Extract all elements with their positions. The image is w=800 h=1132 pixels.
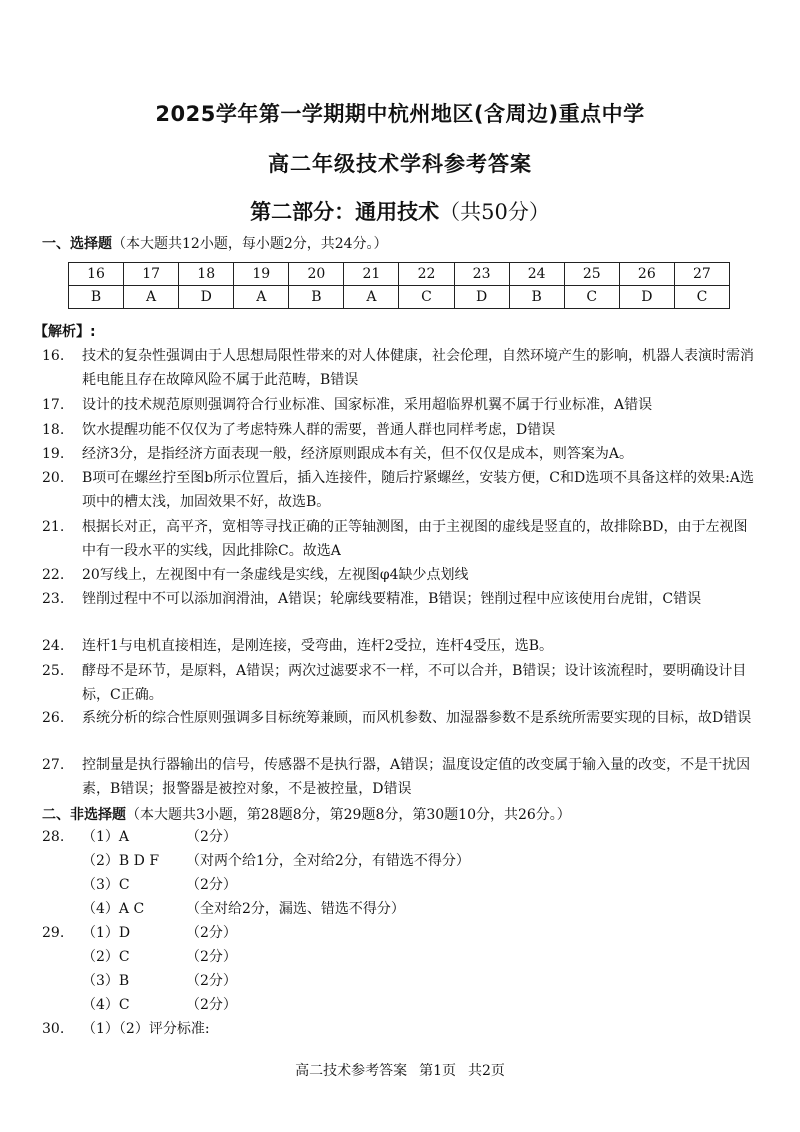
q30-number: 30. [42, 1021, 65, 1037]
question-number-cell: 16 [69, 263, 124, 286]
q28-part: （2）B D F [82, 853, 160, 869]
section2-note: （本大题共3小题，第28题8分，第29题8分，第30题10分，共26分。） [126, 807, 571, 823]
q29-number: 29. [42, 925, 65, 941]
q29-part: （3）B [82, 973, 130, 989]
explanation-text: B项可在螺丝拧至图b所示位置后，插入连接件，随后拧紧螺丝，安装方便，C和D选项不具备这样的效果:A选项中的槽太浅，加固效果不好，故选B。 [82, 470, 755, 510]
answer-title: 高二年级技术学科参考答案 [268, 152, 532, 176]
q28-score: （2分） [186, 829, 237, 845]
explanation-item [42, 706, 758, 730]
explanation-number: 21. [42, 519, 65, 535]
explanation-text: 根据长对正，高平齐，宽相等寻找正确的正等轴测图，由于主视图的虚线是竖直的，故排除BD，由于左视图中有一段水平的实线，因此排除C。故选A [82, 519, 748, 559]
part-title-main: 第二部分：通用技术 [250, 200, 440, 224]
analysis-label: 【解析】: [34, 324, 96, 340]
q28-part: （3）C [82, 877, 130, 893]
explanation-text: 系统分析的综合性原则强调多目标统筹兼顾，而风机参数、加湿器参数不是系统所需要实现的目标，故D错误 [82, 710, 752, 726]
explanation-number: 23. [42, 591, 65, 607]
question-number-cell: 17 [124, 263, 179, 286]
footer-total-pages: 共2页 [468, 1063, 505, 1079]
question-number-cell: 19 [234, 263, 289, 286]
explanation-text: 经济3分，是指经济方面表现一般，经济原则跟成本有关，但不仅仅是成本，则答案为A。 [82, 446, 634, 462]
explanation-number: 19. [42, 446, 65, 462]
q29-score: （2分） [186, 997, 237, 1013]
question-number-row [69, 263, 730, 286]
q30-text: （1）（2）评分标准: [82, 1021, 210, 1037]
section2-heading-line [42, 805, 571, 825]
explanation-number: 26. [42, 710, 65, 726]
answer-cell: A [124, 286, 179, 309]
explanation-number: 22. [42, 567, 65, 583]
explanation-number: 18. [42, 422, 65, 438]
q28-score: （对两个给1分，全对给2分，有错选不得分） [186, 853, 470, 869]
question-number-cell: 24 [509, 263, 564, 286]
explanation-item [42, 563, 758, 587]
section1-note: （本大题共12小题，每小题2分，共24分。） [112, 236, 388, 252]
question-number-cell: 20 [289, 263, 344, 286]
explanation-number: 17. [42, 397, 65, 413]
explanation-item [42, 587, 758, 611]
choice-answer-table [68, 262, 730, 309]
answer-cell: D [619, 286, 674, 309]
explanation-item [42, 442, 758, 466]
footer-doc-name: 高二技术参考答案 [295, 1063, 408, 1079]
q28-number: 28. [42, 829, 65, 845]
answer-cell: C [674, 286, 729, 309]
answer-cell: A [344, 286, 399, 309]
answer-cell: C [564, 286, 619, 309]
question-number-cell: 26 [619, 263, 674, 286]
q29-part: （4）C [82, 997, 130, 1013]
explanation-item [42, 659, 758, 707]
explanation-item [42, 634, 758, 658]
q28-part: （4）A C [82, 901, 145, 917]
page-footer [0, 1060, 800, 1080]
q28-score: （全对给2分，漏选、错选不得分） [186, 901, 405, 917]
question-number-cell: 21 [344, 263, 399, 286]
q29-score: （2分） [186, 925, 237, 941]
question-number-cell: 22 [399, 263, 454, 286]
q29-part: （1）D [82, 925, 131, 941]
question-number-cell: 27 [674, 263, 729, 286]
part-title [0, 196, 800, 226]
answer-cell: D [179, 286, 234, 309]
explanation-number: 24. [42, 638, 65, 654]
q29-score: （2分） [186, 973, 237, 989]
explanation-text: 酵母不是环节，是原料，A错误；两次过滤要求不一样，不可以合并，B错误；设计该流程时，要明确设计目标，C正确。 [82, 663, 747, 703]
exam-title: 2025学年第一学期期中杭州地区(含周边)重点中学 [155, 102, 645, 126]
section2-heading: 二、非选择题 [42, 807, 126, 823]
q28-part: （1）A [82, 829, 130, 845]
explanation-item [42, 344, 758, 392]
footer-page-number: 第1页 [419, 1063, 456, 1079]
explanation-number: 16. [42, 348, 65, 364]
q28-score: （2分） [186, 877, 237, 893]
q29-score: （2分） [186, 949, 237, 965]
question-number-cell: 23 [454, 263, 509, 286]
part-title-points: （共50分） [439, 200, 550, 224]
answer-cell: B [289, 286, 344, 309]
explanation-number: 27. [42, 757, 65, 773]
explanation-text: 控制量是执行器输出的信号，传感器不是执行器，A错误；温度设定值的改变属于输入量的改变，不是干扰因素，B错误；报警器是被控对象，不是被控量，D错误 [82, 757, 751, 797]
explanation-text: 连杆1与电机直接相连，是刚连接，受弯曲，连杆2受拉，连杆4受压，选B。 [82, 638, 554, 654]
answer-cell: C [399, 286, 454, 309]
explanation-item [42, 393, 758, 417]
answer-cell: D [454, 286, 509, 309]
section1-heading: 一、选择题 [42, 236, 112, 252]
answer-row [69, 286, 730, 309]
explanation-item [42, 515, 758, 563]
explanation-item [42, 418, 758, 442]
explanation-item [42, 466, 758, 514]
explanation-number: 20. [42, 470, 65, 486]
answer-cell: B [509, 286, 564, 309]
section1-heading-line [42, 234, 388, 254]
explanation-number: 25. [42, 663, 65, 679]
question-number-cell: 18 [179, 263, 234, 286]
explanation-text: 20写线上，左视图中有一条虚线是实线，左视图φ4缺少点划线 [82, 567, 469, 583]
answer-cell: A [234, 286, 289, 309]
question-number-cell: 25 [564, 263, 619, 286]
explanation-text: 饮水提醒功能不仅仅为了考虑特殊人群的需要，普通人群也同样考虑，D错误 [82, 422, 556, 438]
answer-cell: B [69, 286, 124, 309]
explanation-text: 技术的复杂性强调由于人思想局限性带来的对人体健康，社会伦理，自然环境产生的影响，机器人表演时需消耗电能且存在故障风险不属于此范畴，B错误 [82, 348, 754, 388]
explanation-item [42, 753, 758, 801]
q29-part: （2）C [82, 949, 130, 965]
explanation-text: 设计的技术规范原则强调符合行业标准、国家标准，采用超临界机翼不属于行业标准，A错误 [82, 397, 653, 413]
explanation-text: 锉削过程中不可以添加润滑油，A错误；轮廓线要精准，B错误；锉削过程中应该使用台虎钳，C错误 [82, 591, 702, 607]
